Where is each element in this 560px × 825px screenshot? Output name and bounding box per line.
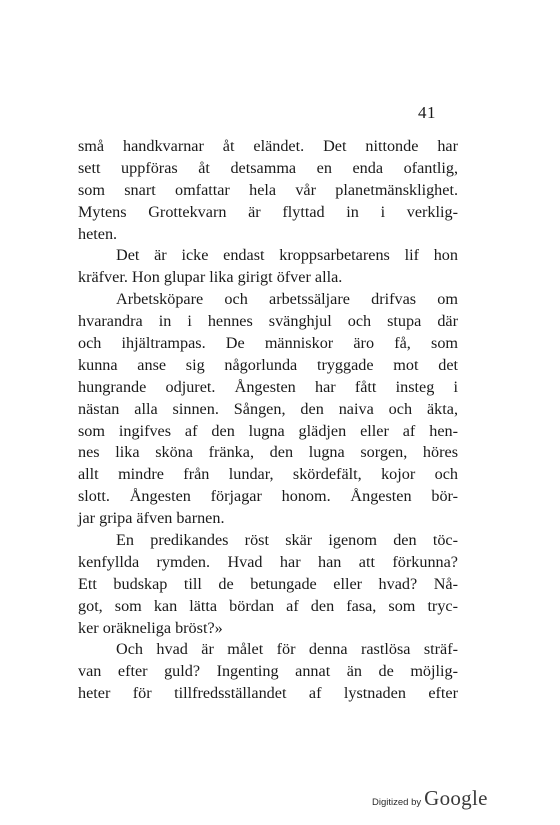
text-line: jar gripa äfven barnen. xyxy=(78,509,225,528)
text-line: hvarandra in i hennes svänghjul och stupa där xyxy=(78,312,458,331)
body-text xyxy=(78,136,458,705)
text-line: som ingifves af den lugna glädjen eller af hen- xyxy=(78,421,458,440)
text-line: heter för tillfredsställandet af lystnaden efter xyxy=(78,684,458,703)
text-line: kenfyllda rymden. Hvad har han att förkunna? xyxy=(78,552,458,571)
text-line: som snart omfattar hela vår planetmänsklighet. xyxy=(78,180,458,199)
text-line: Det är icke endast kroppsarbetarens lif hon xyxy=(116,246,458,265)
text-line: En predikandes röst skär igenom den töc- xyxy=(116,531,458,550)
text-line: hungrande odjuret. Ångesten har fått insteg i xyxy=(78,377,458,396)
text-line: kräfver. Hon glupar lika girigt öfver alla. xyxy=(78,268,343,287)
text-line: nästan alla sinnen. Sången, den naiva och äkta, xyxy=(78,399,458,418)
page-number: 41 xyxy=(418,103,436,122)
text-line: Ett budskap till de betungade eller hvad? Nå- xyxy=(78,574,458,593)
text-line: Mytens Grottekvarn är flyttad in i verklig- xyxy=(78,202,458,221)
text-line: allt mindre från lundar, skördefält, kojor och xyxy=(78,465,458,484)
text-line: kunna anse sig någorlunda tryggade mot det xyxy=(78,355,458,374)
text-line: van efter guld? Ingenting annat än de möjlig- xyxy=(78,662,458,681)
text-line: sett uppföras åt detsamma en enda ofantlig, xyxy=(78,158,458,177)
text-line: got, som kan lätta bördan af den fasa, som tryc- xyxy=(78,596,458,615)
text-line: ker oräkneliga bröst?» xyxy=(78,618,223,637)
digitized-by-label: Digitized by xyxy=(372,797,422,808)
text-line: heten. xyxy=(78,224,118,243)
text-line: och ihjältrampas. De människor äro få, som xyxy=(78,334,458,353)
text-line: små handkvarnar åt eländet. Det nittonde har xyxy=(78,137,458,155)
text-line: nes lika sköna fränka, den lugna sorgen, höres xyxy=(78,443,458,462)
text-line: Arbetsköpare och arbetssäljare drifvas om xyxy=(116,290,458,309)
digitization-watermark xyxy=(372,786,488,811)
text-line: slott. Ångesten förjagar honom. Ångesten bör- xyxy=(78,487,458,506)
text-line: Och hvad är målet för denna rastlösa sträf- xyxy=(116,640,458,659)
google-logo: Google xyxy=(424,786,488,810)
